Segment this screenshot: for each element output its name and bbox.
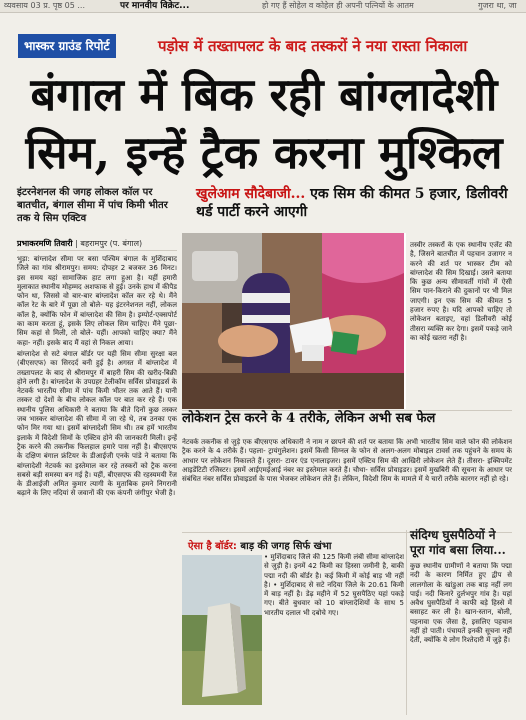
border-pillar-illustration [182, 555, 262, 705]
strip-right-text: हो गए हैं सोहेल व कोहेल ही अपनी पत्नियों के आतम [262, 1, 414, 10]
deck-highlight: खुलेआम सौदेबाजी... [196, 186, 306, 202]
left-article-column [17, 255, 177, 713]
section-location-text: नेटवर्क तकनीक से जुड़े एक बीएसएफ अधिकारी ने नाम न छापने की शर्त पर बताया कि अभी भारतीय सिम वाले फोन की लोकेशन ट्रैक करने के 4 तरीके हैं। पहला- ट्रायंगुलेशन। इसमें किसी सिग्नल के फोन से अलग-अलग मोबाइल टावर्स तक पहुंचने के समय के आधार पर लोकेशन निकालते हैं। दूसरा- टावर एंड एनालाइजर। इसमें एक्टिव सिम की आखिरी लोकेशन लेते हैं। तीसरा- इक्विपमेंट आइडेंटिटी रजिस्टर। इसमें आईएमईआई नंबर का इस्तेमाल करते हैं। चौथा- सर्विस प्रोवाइडर। इसमें मुखबिरी की सूचना के आधार पर संबंधित नंबर सर्विस प्रोवाइडर्स के पास भेजकर लोकेशन लेते हैं। लेकिन, विदेशी सिम के मामले में ये चारों तरीके कारगर नहीं हो रहे। [182, 438, 512, 484]
sim-photo-illustration [182, 233, 404, 409]
village-section-title: संदिग्ध घुसपैठियों ने पूरा गांव बसा लिया... [410, 528, 506, 557]
byline [17, 238, 177, 249]
village-section-text: कुछ स्थानीय ग्रामीणों ने बताया कि पद्मा नदी के कारण निर्मित हुए द्वीप से लालगोला के खांडुआ तक बाड़ नहीं लग पाई। नदी किनारे दुर्लभपुर गांव है। यहां अवैध घुसपैठियों ने काफी बड़े हिस्से में बसाहट कर ली है। खान-स्तान, बोली, पहनावा एक जैसा है, इसलिए पहचान नहीं हो पाती। पंचायतें इनकी सूचना नहीं देतीं, क्योंकि ये लोग रिश्तेदारी में जुड़े हैं। [410, 562, 512, 645]
strip-left-text: व्यवसाय 03 प्र. पृष्ठ 05 ... [4, 1, 85, 10]
photo-deck [196, 185, 512, 221]
headline-line-1: बंगाल में बिक रही बांग्लादेशी [30, 68, 498, 121]
ground-report-badge: भास्कर ग्राउंड रिपोर्ट [18, 34, 116, 58]
sim-photo [182, 233, 406, 409]
byline-divider [17, 250, 177, 251]
section-location-title: लोकेशन ट्रेस करने के 4 तरीके, लेकिन अभी सब फेल [182, 411, 436, 426]
strip-right-text-2: गुजरा था, जा [478, 1, 517, 10]
strip-center-text: पर मानवीय विक्रेट... [120, 1, 190, 11]
left-paragraph-1: भुड़ा: बांग्लादेश सीमा पर बसा पश्चिम बंगाल के मुर्शिदाबाद जिले का गांव श्रीरामपुर। समय: दोपहर 2 बजकर 36 मिनट। इस समय यहां सामाजिक हाट लगा हुआ है। यहीं हमारी मुलाकात स्थानीय मोहम्मद अशफाक से हुई। उनके हाथ में कीपैड फोन था, जिससे वो बार-बार बांग्लादेश कॉल कर रहे थे। मैंने कॉल रेट के बारे में पूछा तो बोले- यह इंटरनेशनल नहीं, लोकल कॉल है, क्योंकि फोन में बांग्लादेश की सिम है। इम्पोर्ट-एक्सपोर्ट का काम करता हूं, इसके लिए लोकल सिम चाहिए। मैंने पूछा- सिम कहां से मिली, तो बोले- यहीं। आपको चाहिए क्या? मैंने कहा- नहीं। इसके बाद मैं वहां से निकल आया। [17, 255, 177, 347]
border-section-body [264, 553, 404, 713]
top-strip [0, 0, 526, 13]
village-section-body [410, 562, 512, 712]
border-section-title [188, 538, 331, 552]
border-section-text: • मुर्शिदाबाद जिले की 125 किमी लंबी सीमा बांग्लादेश से जुड़ी है। इनमें 42 किमी का हिस्सा जमीनी है, बाकी पद्मा नदी की बॉर्डर है। कई किमी में कोई बाड़ भी नहीं है। • मुर्शिदाबाद से सटे नदिया जिले के 20.61 किमी में बाड़ नहीं है। डेढ़ महीने में 52 घुसपैठिए यहां पकड़े गए। बीते बुधवार को 10 बांग्लादेशियों के साथ 5 भारतीय दलाल भी दबोचे गए। [264, 553, 404, 617]
deck-rest: एक सिम की कीमत 5 हजार, डिलीवरी थर्ड पार्टी करने आएगी [196, 186, 508, 220]
photo-caption-text: तस्वीर तस्करों के एक स्थानीय एजेंट की है, जिसने बातचीत में पहचान उजागर न करने की शर्त पर भास्कर टीम को बांग्लादेश की सिम दिखाई। उसने बताया कि कुछ अन्य सीमावर्ती गांवों में ऐसी सिम पान-किराने की दुकानों पर भी मिल जाएगी। इन एक सिम की कीमत 5 हजार रुपए है। यदि आपको चाहिए तो लोकेशन बताइए, वहां डिलीवरी कोई तीसरा व्यक्ति कर देगा। इसमें पकड़े जाने का कोई खतरा नहीं है। [410, 241, 512, 342]
border-section-tag: ऐसा है बॉर्डर: [188, 541, 237, 552]
section-location-body [182, 438, 512, 528]
byline-name: प्रभाकरमणि तिवारी [17, 239, 73, 248]
subdeck: इंटरनेशनल की जगह लोकल कॉल पर बातचीत, बंगाल सीमा में पांच किमी भीतर तक ये सिम एक्टिव [17, 187, 168, 224]
headline-line-2: सिम, इन्हें ट्रैक करना मुश्किल [25, 126, 503, 179]
report-kicker: पड़ोस में तख्तापलट के बाद तस्करों ने नया रास्ता निकाला [158, 37, 468, 55]
report-bar [18, 34, 508, 62]
left-paragraph-2: बांग्लादेश से सटे बंगाल बॉर्डर पर यही सिम सीमा सुरक्षा बल (बीएसएफ) का सिरदर्द बनी हुई है। अगस्त में बांग्लादेश में तख्तापलट के बाद से श्रीरामपुर में बाहरी सिम की खरीद-बिक्री होने लगी है। बांग्लादेश के उपग्रहर टेलीकॉम सर्विस प्रोवाइडर्स के नेटवर्क भारतीय सीमा में पांच किमी भीतर तक आते हैं। यानी तस्कर दो देशों के बीच लोकल कॉल पर बात कर रहे हैं। एक स्थानीय पुलिस अधिकारी ने बताया कि बीते दिनों कुछ तस्कर जब भास्कर बांग्लादेश की सीमा में जा रहे थे, तब उनका एक फोन मिर गया था। इसमें बांग्लादेशी सिम थी। तब हमें भारतीय इलाके में विदेशी सिमों के एक्टिव होने की जानकारी मिली। इन्हें ट्रैक करने की तकनीक फिलहाल हमारे पास नहीं है। बीएसएफ के दक्षिण बंगाल फ्रंटियर के डीआईजी एनके पांडे ने बताया कि बांग्लादेशी नेटवर्क का इस्तेमाल कर रहे तस्करों को ट्रैक करना सबसे बड़ी समस्या बन गई है। यहीं, बीएसएफ की रहस्यमयी रेंज के डीआईजी अमित कुमार त्यागी के मुताबिक हमने निगरानी बढ़ाने के लिए नदियां से जवानों की एक कंपनी जंगीपुर भेजी है। [17, 349, 177, 498]
column-divider [406, 530, 407, 715]
byline-place: | बहरामपुर (प. बंगाल) [75, 239, 143, 248]
photo-caption-column [410, 241, 512, 406]
border-pillar-photo [182, 555, 262, 705]
border-section-title-text: बाड़ की जगह सिर्फ खंभा [236, 541, 332, 552]
